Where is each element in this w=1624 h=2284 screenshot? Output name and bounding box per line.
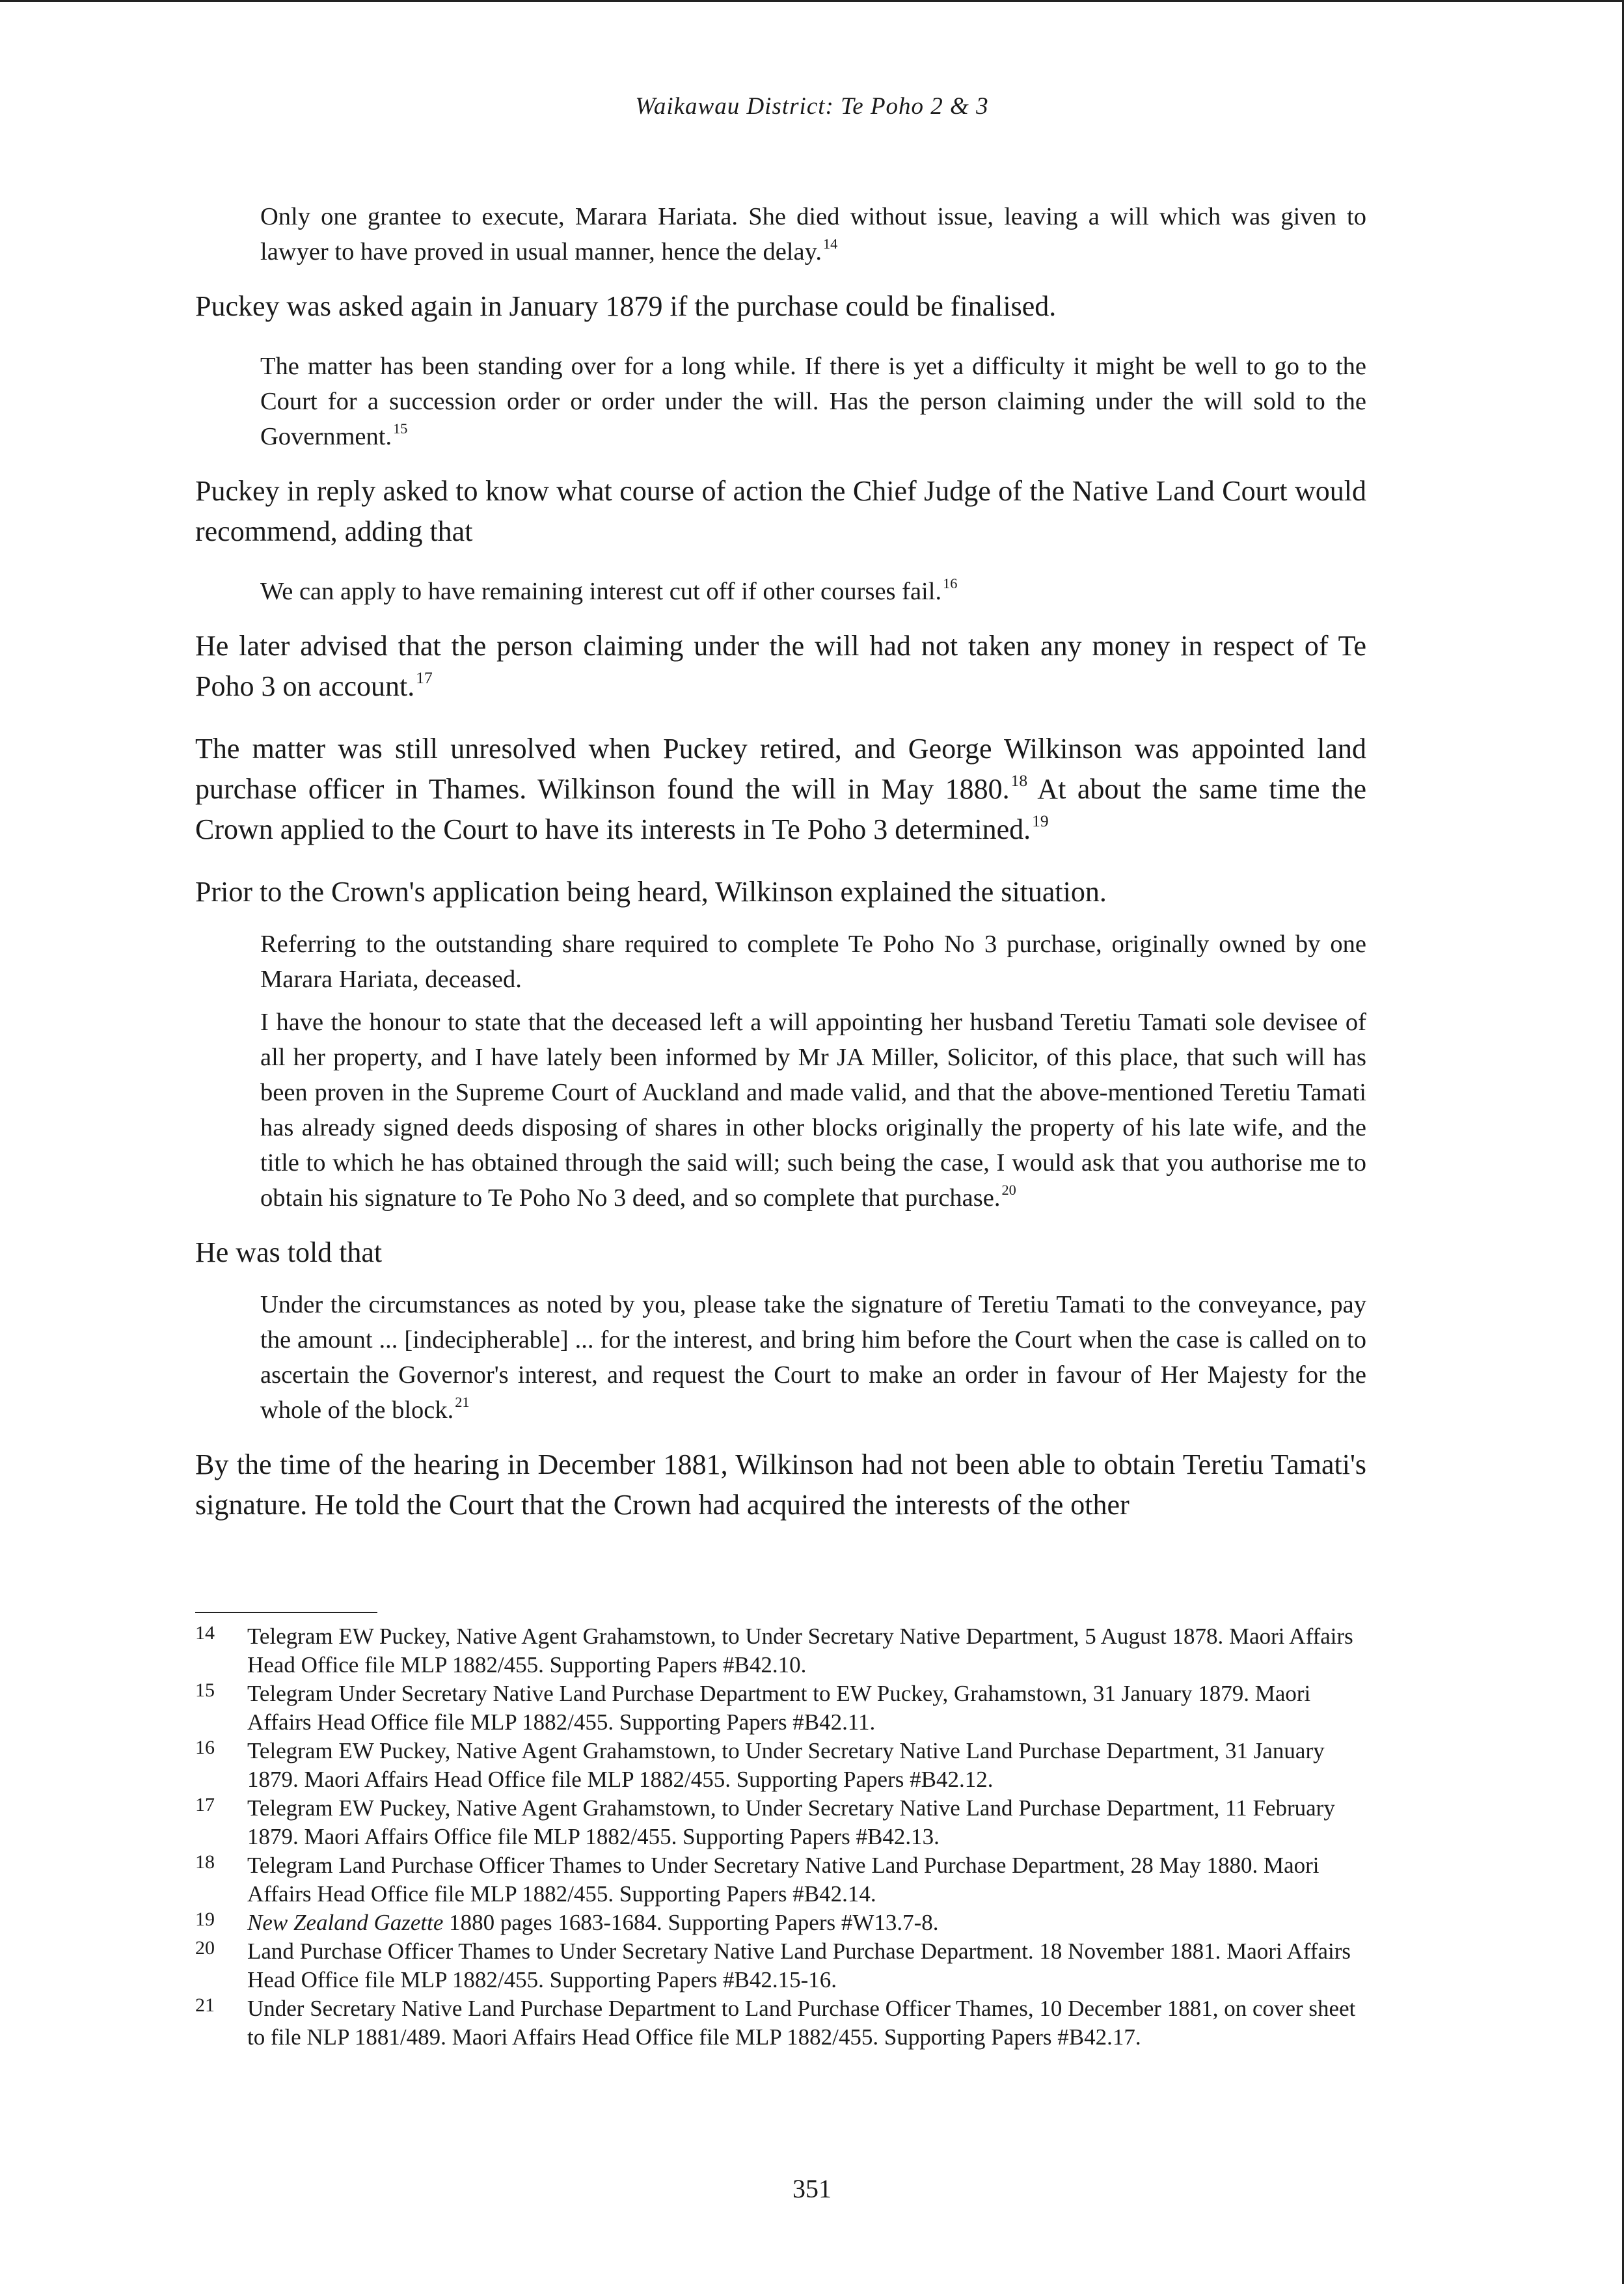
paragraph-text: He later advised that the person claiming under the will had not taken any money in respect of Te Poho 3 on account. [195,630,1366,702]
footnote-ref: 20 [1001,1182,1016,1199]
footnote-text: Telegram Land Purchase Officer Thames to Under Secretary Native Land Purchase Department, 28 May 1880. Maori Affairs Head Office file MLP 1882/455. Supporting Papers #B42.14. [247,1853,1320,1907]
quote-text: I have the honour to state that the deceased left a will appointing her husband Teretiu Tamati sole devisee of all her property, and I have lately been informed by Mr JA Miller, Solicitor, of this place, that such will has been proven in the Supreme Court of Auckland and made valid, and that the above-mentioned Teretiu Tamati has already signed deeds disposing of shares in other blocks originally the property of his late wife, and the title to which he has obtained through the said will; such being the case, I would ask that you authorise me to obtain his signature to Te Poho No 3 deed, and so complete that purchase. [260,1009,1366,1212]
footnote-number: 17 [195,1794,215,1815]
block-quote [260,574,1366,609]
footnote-text: Telegram EW Puckey, Native Agent Grahamstown, to Under Secretary Native Land Purchase Department, 31 January 1879. Maori Affairs Head Office file MLP 1882/455. Supporting Papers #B42.12. [247,1738,1325,1792]
footnote-number: 18 [195,1851,215,1873]
footnote-ref: 19 [1032,811,1049,830]
quote-text: The matter has been standing over for a long while. If there is yet a difficulty it might be well to go to the Court for a succession order or order under the will. Has the person claiming under the will sold to the Government. [260,353,1366,450]
paragraph-text: The matter was still unresolved when Puckey retired, and George Wilkinson was appointed land purchase officer in Thames. Wilkinson found the will in May 1880. [195,733,1366,805]
paragraph [195,626,1366,707]
footnote-number: 20 [195,1937,215,1959]
page-number: 351 [792,2174,832,2203]
footnote [195,1679,1366,1737]
footnote [195,1737,1366,1794]
footnote-ref: 16 [943,575,958,592]
footnote-text: Under Secretary Native Land Purchase Department to Land Purchase Officer Thames, 10 December 1881, on cover sheet to file NLP 1881/489. Maori Affairs Head Office file MLP 1882/455. Supporting Papers #B42.17. [247,1996,1356,2050]
footnote-divider [195,1612,377,1613]
paragraph [195,729,1366,850]
footnote-ref: 18 [1010,770,1028,790]
footnote-ref: 14 [822,236,838,252]
footnote [195,1794,1366,1851]
paragraph: Prior to the Crown's application being heard, Wilkinson explained the situation. [195,876,1107,908]
footnote-text [247,1909,1366,1937]
footnote [195,1909,1366,1937]
footnote-text: Telegram EW Puckey, Native Agent Grahamstown, to Under Secretary Native Land Purchase Department, 11 February 1879. Maori Affairs Office file MLP 1882/455. Supporting Papers #B42.13. [247,1795,1335,1849]
quote-text: Only one grantee to execute, Marara Hariata. She died without issue, leaving a will which was given to lawyer to have proved in usual manner, hence the delay. [260,203,1366,265]
footnote [195,1851,1366,1909]
block-quote [260,1287,1366,1428]
footnote-number: 15 [195,1679,215,1701]
paragraph: Puckey was asked again in January 1879 if the purchase could be finalised. [195,290,1057,322]
footnote-ref: 15 [393,420,408,437]
footnote-ref: 21 [455,1394,470,1411]
footnote-number: 21 [195,1994,215,2016]
footnote-number: 19 [195,1909,215,1930]
paragraph: He was told that [195,1236,383,1268]
paragraph-text: At about the same time the Crown applied to the Court to have its interests in Te Poho 3 determined. [195,773,1366,845]
footnote-ref: 17 [416,668,433,687]
footnote [195,1937,1366,1994]
paragraph: Puckey in reply asked to know what course of action the Chief Judge of the Native Land Court would recommend, adding that [195,475,1366,547]
block-quote [260,199,1366,269]
footnote [195,1994,1366,2052]
footnote [195,1622,1366,1679]
block-quote: Referring to the outstanding share required to complete Te Poho No 3 purchase, originally owned by one Marara Hariata, deceased. [260,931,1366,993]
footnote-text: Land Purchase Officer Thames to Under Secretary Native Land Purchase Department. 18 November 1881. Maori Affairs Head Office file MLP 1882/455. Supporting Papers #B42.15-16. [247,1938,1351,1992]
running-head: Waikawau District: Te Poho 2 & 3 [635,93,989,120]
block-quote [260,349,1366,454]
quote-text: Under the circumstances as noted by you, please take the signature of Teretiu Tamati to the conveyance, pay the amount ... [indecipherable] ... for the interest, and bring him before the Court when the case is called on to ascertain the Governor's interest, and request the Court to make an order in favour of Her Majesty for the whole of the block. [260,1291,1366,1424]
page-edge-top [0,0,1624,2]
footnotes [195,1622,1366,2052]
publication-title: New Zealand Gazette [247,1910,444,1935]
footnote-text: Telegram EW Puckey, Native Agent Grahamstown, to Under Secretary Native Department, 5 August 1878. Maori Affairs Head Office file MLP 1882/455. Supporting Papers #B42.10. [247,1624,1353,1678]
footnote-text: Telegram Under Secretary Native Land Purchase Department to EW Puckey, Grahamstown, 31 January 1879. Maori Affairs Head Office file MLP 1882/455. Supporting Papers #B42.11. [247,1681,1311,1735]
footnote-text-rest: 1880 pages 1683-1684. Supporting Papers #W13.7-8. [443,1910,939,1935]
footnote-number: 16 [195,1737,215,1758]
block-quote [260,1005,1366,1216]
footnote-number: 14 [195,1622,215,1644]
quote-text: We can apply to have remaining interest cut off if other courses fail. [260,578,942,605]
paragraph: By the time of the hearing in December 1881, Wilkinson had not been able to obtain Teretiu Tamati's signature. He told the Court that the Crown had acquired the interests of the other [195,1448,1366,1521]
main-text [195,203,1366,1547]
